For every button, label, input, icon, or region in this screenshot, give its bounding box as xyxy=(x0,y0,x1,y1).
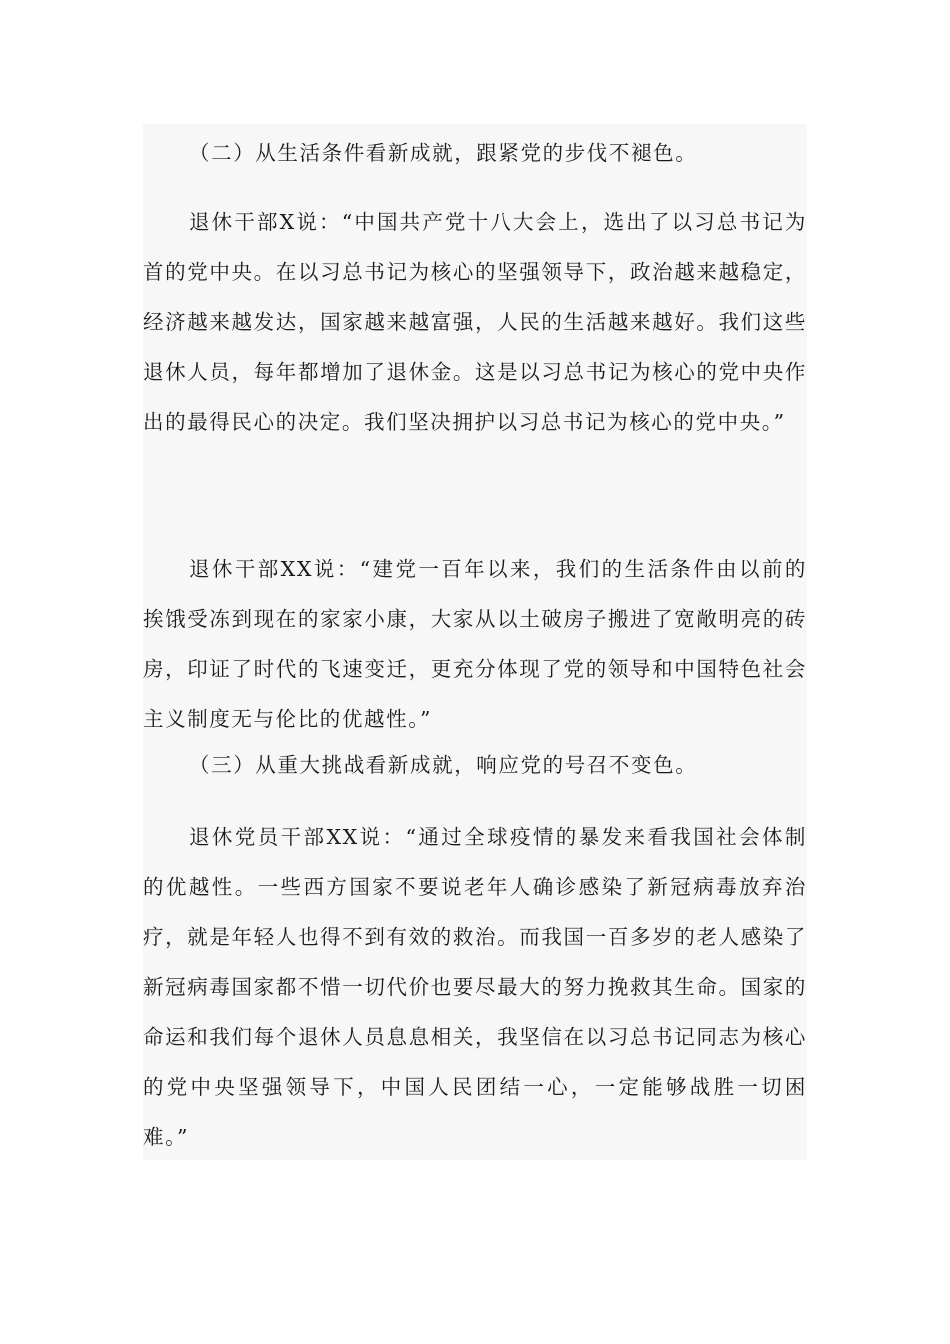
paragraph-retired-cadre-xx: 退休干部XX说：“建党一百年以来，我们的生活条件由以前的挨饿受冻到现在的家家小康，大家从以土破房子搬进了宽敞明亮的砖房，印证了时代的飞速变迁，更充分体现了党的领导和中国特色社会主义制度无与伦比的优越性。” xyxy=(143,557,807,731)
paragraph-retired-party-cadre-xx: 退休党员干部XX说：“通过全球疫情的暴发来看我国社会体制的优越性。一些西方国家不要说老年人确诊感染了新冠病毒放弃治疗，就是年轻人也得不到有效的救治。而我国一百多岁的老人感染了新冠病毒国家都不惜一切代价也要尽最大的努力挽救其生命。国家的命运和我们每个退休人员息息相关，我坚信在以习总书记同志为核心的党中央坚强领导下，中国人民团结一心，一定能够战胜一切困难。” xyxy=(143,825,807,1149)
section-heading-2: （二）从生活条件看新成就，跟紧党的步伐不褪色。 xyxy=(189,141,698,165)
section-heading-3: （三）从重大挑战看新成就，响应党的号召不变色。 xyxy=(189,753,698,777)
paragraph-retired-cadre-x: 退休干部X说：“中国共产党十八大会上，选出了以习总书记为首的党中央。在以习总书记为核心的坚强领导下，政治越来越稳定，经济越来越发达，国家越来越富强，人民的生活越来越好。我们这些退休人员，每年都增加了退休金。这是以习总书记为核心的党中央作出的最得民心的决定。我们坚决拥护以习总书记为核心的党中央。” xyxy=(143,210,807,434)
document-page xyxy=(143,124,807,1160)
